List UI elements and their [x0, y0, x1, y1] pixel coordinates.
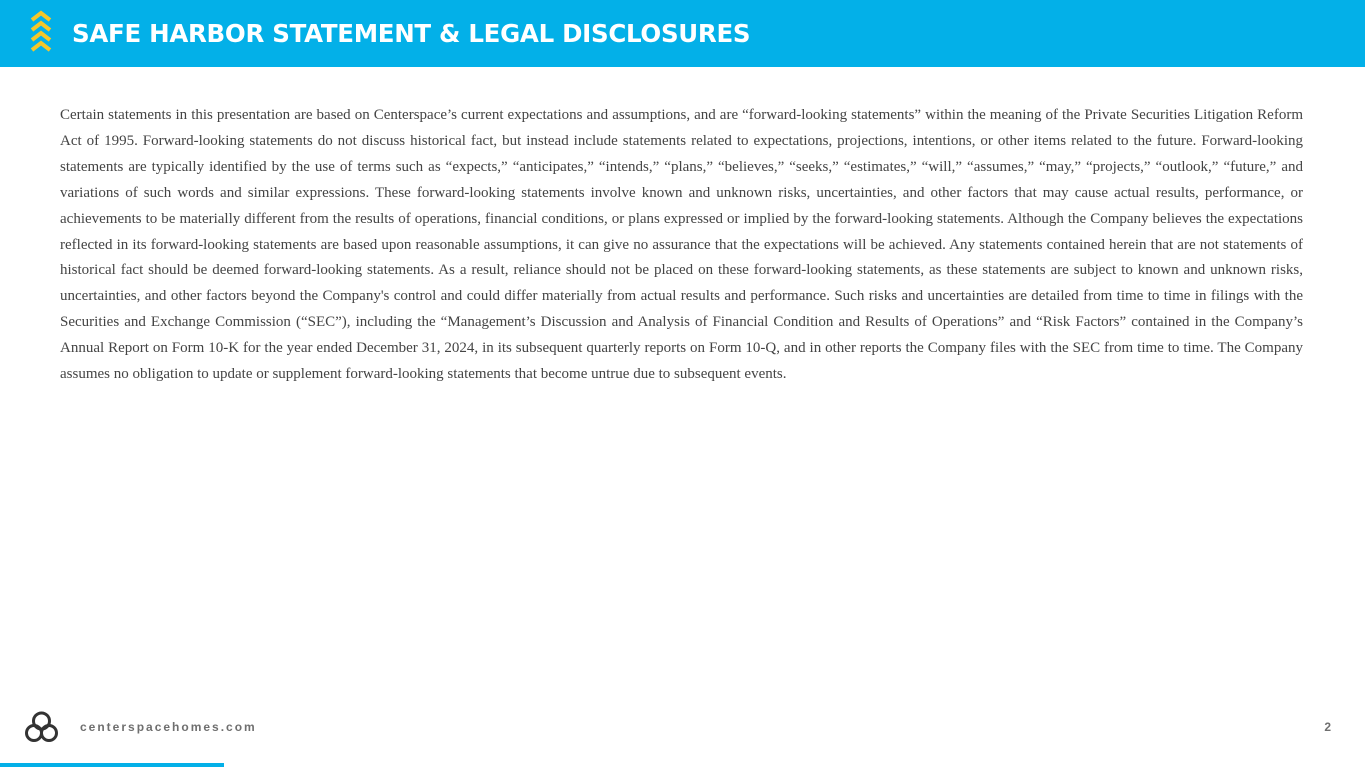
footer-accent-bar	[0, 763, 224, 767]
page-number: 2	[1324, 720, 1331, 734]
page-title: SAFE HARBOR STATEMENT & LEGAL DISCLOSURES	[72, 19, 751, 48]
chevron-stack-icon	[30, 10, 52, 56]
header-bar	[0, 0, 1365, 67]
footer-website: centerspacehomes.com	[80, 720, 257, 734]
safe-harbor-paragraph: Certain statements in this presentation are based on Centerspace’s current expectations and assumptions, and are “forward-looking statements” within the meaning of the Private Securities Litigation Reform Act of 1995. Forward-looking statements do not discuss historical fact, but instead include statements related to expectations, projections, intentions, or other items related to the future. Forward-looking statements are typically identified by the use of terms such as “expects,” “anticipates,” “intends,” “plans,” “believes,” “seeks,” “estimates,” “will,” “assumes,” “may,” “projects,” “outlook,” “future,” and variations of such words and similar expressions. These forward-looking statements involve known and unknown risks, uncertainties, and other factors that may cause actual results, performance, or achievements to be materially different from the results of operations, financial conditions, or plans expressed or implied by the forward-looking statements. Although the Company believes the expectations reflected in its forward-looking statements are based upon reasonable assumptions, it can give no assurance that the expectations will be achieved. Any statements contained herein that are not statements of historical fact should be deemed forward-looking statements. As a result, reliance should not be placed on these forward-looking statements, as these statements are subject to known and unknown risks, uncertainties, and other factors beyond the Company's control and could differ materially from actual results and performance. Such risks and uncertainties are detailed from time to time in filings with the Securities and Exchange Commission (“SEC”), including the “Management’s Discussion and Analysis of Financial Condition and Results of Operations” and “Risk Factors” contained in the Company’s Annual Report on Form 10-K for the year ended December 31, 2024, in its subsequent quarterly reports on Form 10-Q, and in other reports the Company files with the SEC from time to time. The Company assumes no obligation to update or supplement forward-looking statements that become untrue due to subsequent events.	[60, 107, 1303, 383]
centerspace-logo-icon	[25, 710, 58, 744]
